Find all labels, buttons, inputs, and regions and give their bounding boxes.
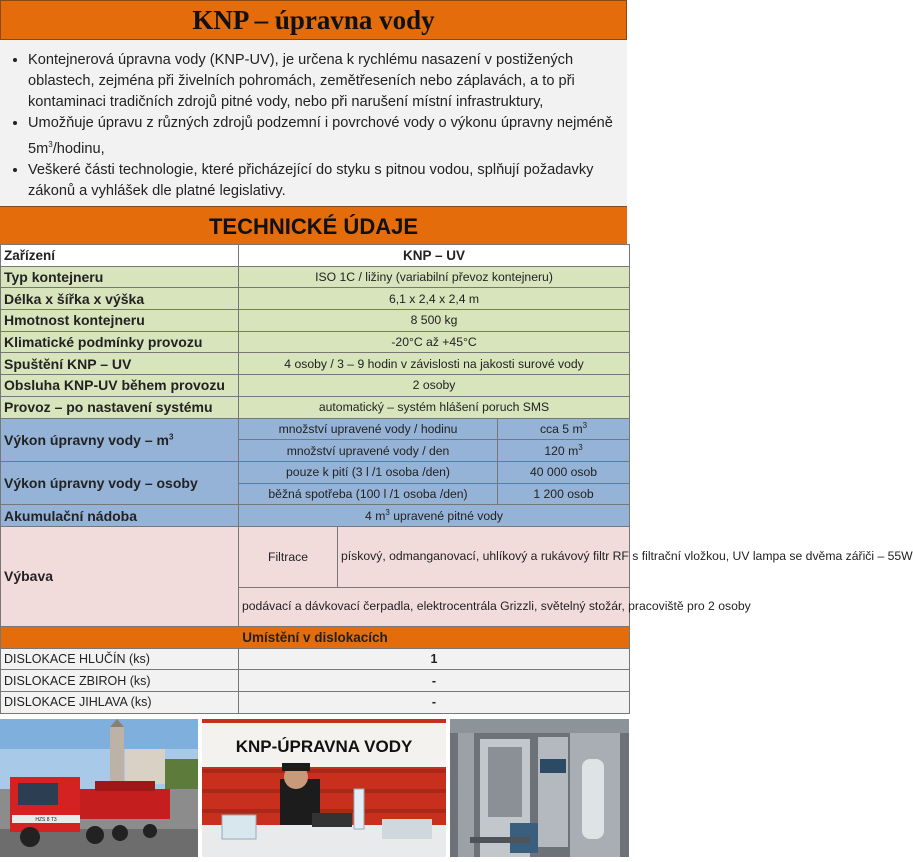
row-value: 2 osoby [239,375,630,397]
row-label: Hmotnost kontejneru [1,310,239,332]
truck-plate: HZS 8 T3 [35,817,57,823]
vykon-m3-label: Výkon úpravny vody – $m^3$ [1,418,239,461]
table-row [1,266,630,288]
location-label: DISLOKACE ZBIROH (ks) [1,670,239,692]
vykon-value: 1 200 osob [498,483,630,505]
vykon-desc: pouze k pití (3 l /1 osoba /den) [239,461,498,483]
intro-item: • Veškeré části technologie, které přicházející do styku s pitnou vodou, splňují požadavky zákonů a vyhlášek dle platné legislativy. [28,160,619,202]
banner-text: KNP-ÚPRAVNA VODY [235,737,413,756]
table-row [1,310,630,332]
location-header: Umístění v dislokacích [1,626,630,648]
spec-table [0,244,913,714]
equipment-photo [450,719,629,857]
table-row [1,692,630,714]
row-label: Spuštění KNP – UV [1,353,239,375]
location-value: - [239,670,630,692]
vykon-desc: množství upravené vody / den [239,440,498,462]
truck-photo [0,719,198,857]
table-row [1,670,630,692]
row-value: 4 osoby / 3 – 9 hodin v závislosti na jakosti surové vody [239,353,630,375]
row-value: automatický – systém hlášení poruch SMS [239,396,630,418]
location-value: 1 [239,648,630,670]
row-label: Obsluha KNP-UV během provozu [1,375,239,397]
table-row [1,331,630,353]
row-value: 8 500 kg [239,310,630,332]
filtrace-label: Filtrace [239,526,338,587]
intro-box [0,40,627,206]
row-label: Typ kontejneru [1,266,239,288]
header-label: Zařízení [1,245,239,267]
vykon-desc: množství upravené vody / hodinu [239,418,498,440]
vykon-value: 40 000 osob [498,461,630,483]
intro-item: • Kontejnerová úpravna vody (KNP-UV), je určena k rychlému nasazení v postižených oblastech, zejména při živelních pohromách, zemětřeseních nebo záplavách, a to při kontaminaci tradičních zdrojů pitné vody, nebo při narušení místní infrastruktury, [28,50,619,113]
location-header-row [1,626,630,648]
table-header-row [1,245,630,267]
vybava-label: Výbava [1,526,239,626]
table-row [1,396,630,418]
row-value: -20°C až +45°C [239,331,630,353]
row-value: ISO 1C / ližiny (variabilní převoz kontejneru) [239,266,630,288]
row-value: 6,1 x 2,4 x 2,4 m [239,288,630,310]
photo-strip [0,719,629,857]
section-title: TECHNICKÉ ÚDAJE [0,206,627,244]
table-row [1,526,630,587]
akumulacni-value: 4 $m^3$ upravené pitné vody [239,505,630,527]
row-label: Délka x šířka x výška [1,288,239,310]
table-row [1,461,630,483]
vykon-osoby-label: Výkon úpravny vody – osoby [1,461,239,504]
vybava-value: podávací a dávkovací čerpadla, elektrocentrála Grizzli, světelný stožár, pracoviště pro 2 osoby [239,587,630,626]
akumulacni-label: Akumulační nádoba [1,505,239,527]
table-row [1,375,630,397]
location-label: DISLOKACE JIHLAVA (ks) [1,692,239,714]
vykon-value: cca 5 $m^3$ [498,418,630,440]
filtrace-value: pískový, odmanganovací, uhlíkový a rukávový filtr RF s filtrační vložkou, UV lampa se dvěma zářiči – 55W [338,526,630,587]
vykon-desc: běžná spotřeba (100 l /1 osoba /den) [239,483,498,505]
intro-item: • Umožňuje úpravu z různých zdrojů podzemní i povrchové vody o výkonu úpravny nejméně $5m^3$/hodinu, [28,113,619,160]
table-row [1,353,630,375]
row-label: Provoz – po nastavení systému [1,396,239,418]
vykon-value: 120 $m^3$ [498,440,630,462]
table-row [1,505,630,527]
lab-photo [202,719,446,857]
page-title: KNP – úpravna vody [0,0,627,40]
row-label: Klimatické podmínky provozu [1,331,239,353]
table-row [1,648,630,670]
header-value: KNP – UV [239,245,630,267]
location-value: - [239,692,630,714]
location-label: DISLOKACE HLUČÍN (ks) [1,648,239,670]
intro-list [6,50,619,202]
table-row [1,418,630,440]
table-row [1,288,630,310]
